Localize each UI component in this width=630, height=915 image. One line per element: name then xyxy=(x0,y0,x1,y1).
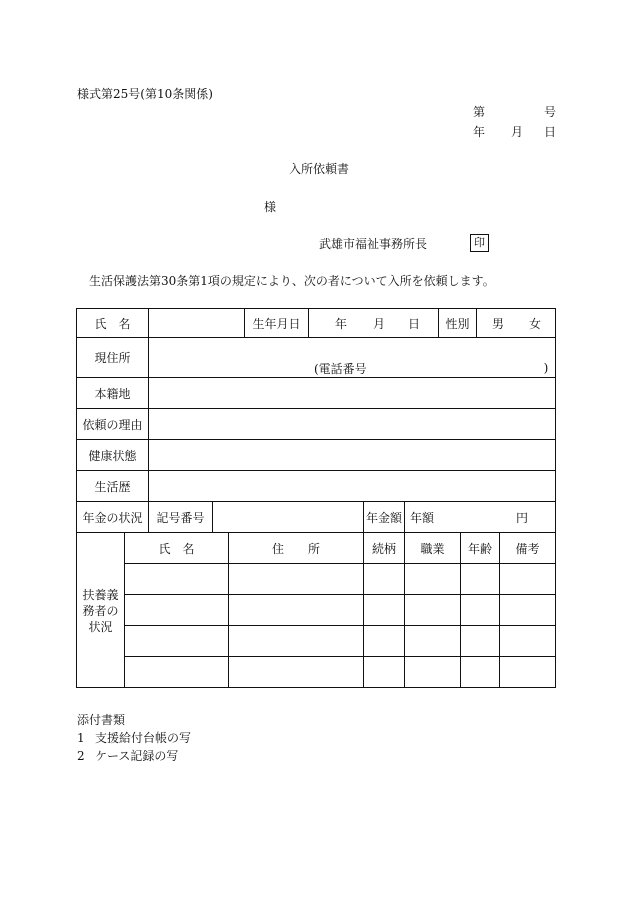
table-rule xyxy=(555,308,556,688)
attachment-item xyxy=(77,747,178,764)
table-rule xyxy=(76,687,556,688)
table-rule xyxy=(404,501,405,532)
attachment-number: 1 xyxy=(77,731,85,745)
document-number-label: 第 xyxy=(473,105,486,119)
attachment-number: 2 xyxy=(77,749,85,763)
attachment-text: ケース記録の写 xyxy=(95,749,179,763)
dep-header-relation: 続柄 xyxy=(371,541,396,556)
dep-header-name: 氏 名 xyxy=(158,541,195,556)
issuer-name: 武雄市福祉事務所長 xyxy=(319,237,428,251)
table-rule xyxy=(124,594,556,595)
birth-day-label: 日 xyxy=(407,316,420,331)
document-number-suffix: 号 xyxy=(544,105,557,119)
phone-close-paren: ) xyxy=(543,361,549,375)
table-rule xyxy=(124,563,556,564)
attachment-item xyxy=(77,729,191,746)
table-rule xyxy=(476,308,477,337)
table-rule xyxy=(148,308,149,532)
pension-label: 年金の状況 xyxy=(82,510,143,525)
dependents-label-line-1: 扶養義 xyxy=(82,587,119,602)
table-rule xyxy=(212,501,213,532)
birth-year-label: 年 xyxy=(334,316,347,331)
domicile-label: 本籍地 xyxy=(94,386,131,401)
history-label: 生活歴 xyxy=(94,479,131,494)
name-label: 氏 名 xyxy=(94,316,131,331)
gender-label: 性別 xyxy=(445,316,470,331)
date-year-label: 年 xyxy=(473,125,486,139)
form-number: 様式第25号(第10条関係) xyxy=(77,87,213,101)
phone-label: (電話番号 xyxy=(314,361,367,376)
health-label: 健康状態 xyxy=(88,448,137,463)
pension-code-label: 記号番号 xyxy=(156,510,205,525)
dependents-label-line-3: 状況 xyxy=(88,619,113,634)
date-month-label: 月 xyxy=(511,125,524,139)
table-rule xyxy=(308,308,309,337)
seal-stamp: 印 xyxy=(470,234,489,252)
intro-text: 生活保護法第30条第1項の規定により、次の者について入所を依頼します。 xyxy=(89,274,495,288)
dependents-label-line-2: 務者の xyxy=(82,603,119,618)
dep-header-occupation: 職業 xyxy=(420,541,445,556)
birthdate-label: 生年月日 xyxy=(252,316,301,331)
address-label: 現住所 xyxy=(94,351,131,365)
gender-male-option[interactable]: 男 xyxy=(491,316,504,331)
addressee-suffix: 様 xyxy=(264,200,277,214)
attachments-heading: 添付書類 xyxy=(77,713,126,727)
table-rule xyxy=(124,656,556,657)
dep-header-age: 年齢 xyxy=(467,541,492,556)
dep-header-remarks: 備考 xyxy=(515,541,540,556)
birth-month-label: 月 xyxy=(372,316,385,331)
request-form-table xyxy=(76,308,556,688)
name-field[interactable] xyxy=(149,309,244,337)
attachment-text: 支援給付台帳の写 xyxy=(95,731,192,745)
gender-female-option[interactable]: 女 xyxy=(528,316,541,331)
yen-label: 円 xyxy=(515,510,528,525)
date-day-label: 日 xyxy=(544,125,557,139)
dep-header-address: 住 所 xyxy=(271,541,320,556)
annual-label: 年額 xyxy=(410,510,435,525)
document-title: 入所依頼書 xyxy=(289,162,350,176)
table-rule xyxy=(124,625,556,626)
pension-amount-label: 年金額 xyxy=(365,510,402,525)
reason-label: 依頼の理由 xyxy=(82,417,143,432)
